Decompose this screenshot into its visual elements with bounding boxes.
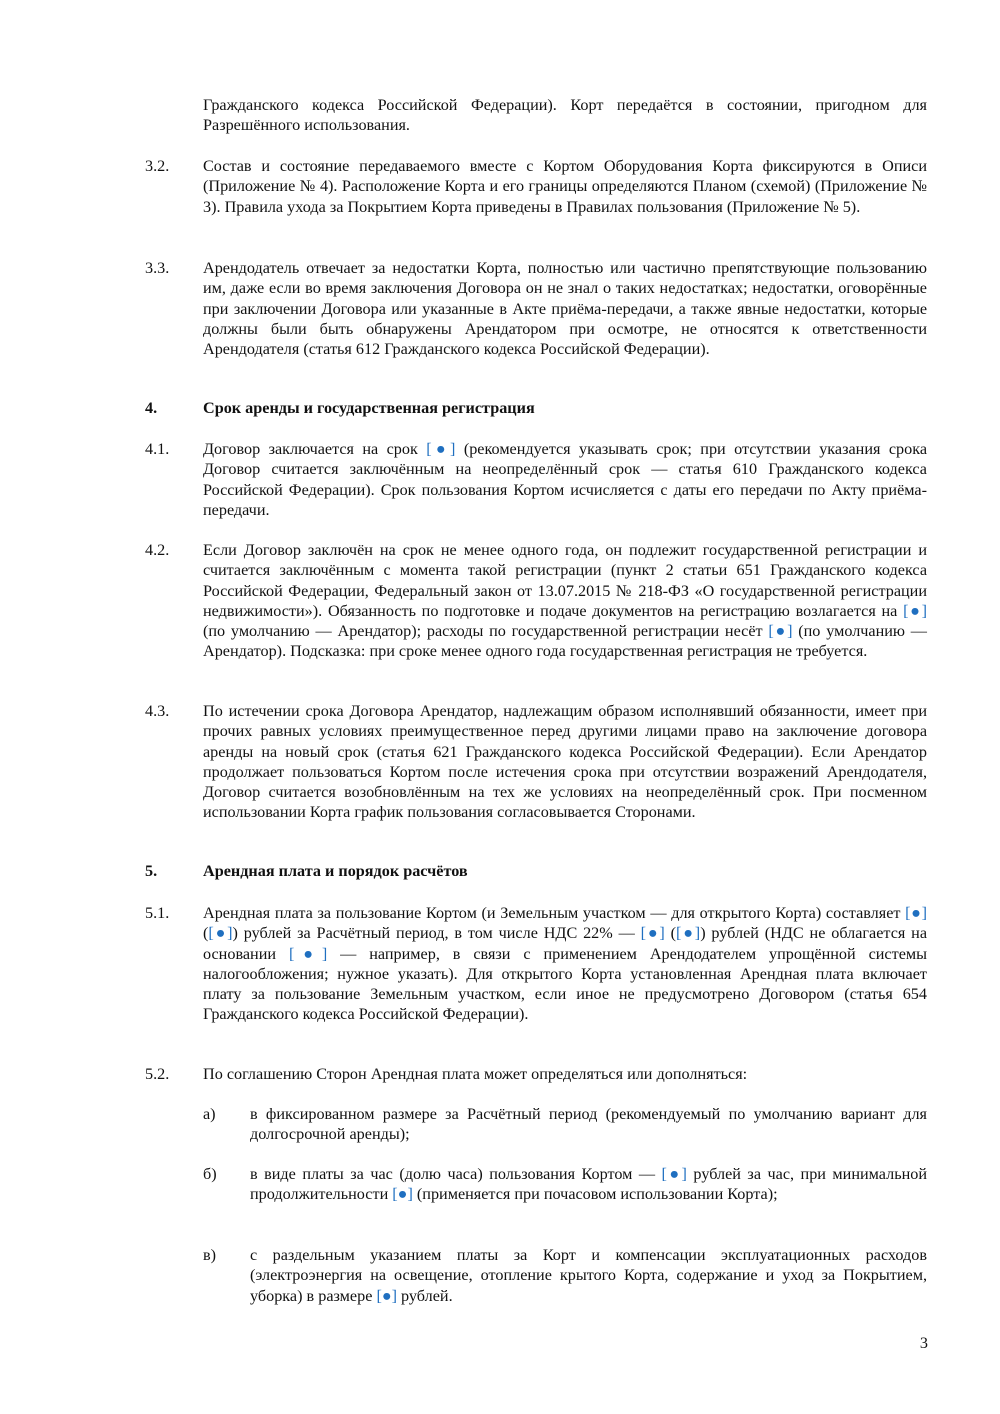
clause-5-2 — [145, 1064, 927, 1084]
clause-text: По соглашению Сторон Арендная плата может определяться или дополняться: — [203, 1065, 748, 1083]
section-title: Срок аренды и государственная регистрация — [203, 399, 535, 417]
subitem-letter: б) — [203, 1165, 217, 1183]
clause-5-1 — [145, 903, 927, 1025]
placeholder-field[interactable]: [●] — [661, 1165, 687, 1183]
subitem-letter: в) — [203, 1246, 217, 1264]
placeholder-field[interactable]: [●] — [903, 601, 927, 620]
placeholder-field[interactable]: [●] — [640, 924, 665, 943]
clause-4-1 — [145, 439, 927, 520]
clause-number: 5.2. — [145, 1065, 170, 1083]
subitem-letter: а) — [203, 1105, 216, 1123]
placeholder-field[interactable]: [●] — [376, 1286, 397, 1305]
subitem-text: в виде платы за час (долю часа) пользования Кортом — [●] рублей за час, при минимальной продолжительности [●] (применяется при почасовом использовании Корта); — [250, 1165, 928, 1204]
section-number: 5. — [145, 862, 158, 880]
placeholder-field[interactable]: [●] — [208, 924, 233, 943]
continued-paragraph: Гражданского кодекса Российской Федерации). Корт передаётся в состоянии, пригодном для Разрешённого использования. — [203, 96, 927, 135]
page-number: 3 — [919, 1334, 928, 1352]
placeholder-field[interactable]: [●] — [426, 440, 456, 458]
clause-number: 4.2. — [145, 541, 170, 559]
clause-number: 4.1. — [145, 440, 170, 458]
placeholder-field[interactable]: [●] — [392, 1185, 413, 1204]
clause-3-2 — [145, 156, 927, 217]
clause-text: Договор заключается на срок [●] (рекомендуется указывать срок; при отсутствии указания срока Договор считается заключённым на неопределённый срок — статья 610 Гражданского кодекса Российской Федерации). Срок пользования Кортом исчисляется с даты его передачи по Акту приёма-передачи. — [203, 440, 928, 519]
subitem-v — [203, 1245, 927, 1306]
clause-number: 3.2. — [145, 157, 170, 175]
clause-text: Арендодатель отвечает за недостатки Корта, полностью или частично препятствующие пользованию им, даже если во время заключения Договора он не знал о таких недостатках; недостатки, оговорённые при заключении Договора или указанные в Акте приёма-передачи, а также явные недостатки, которые должны были быть обнаружены Арендатором при осмотре, не относятся к ответственности Арендодателя (статья 612 Гражданского кодекса Российской Федерации). — [203, 259, 927, 359]
section-4-heading — [145, 398, 927, 418]
clause-4-3 — [145, 701, 927, 823]
clause-3-3 — [145, 258, 927, 359]
subitem-b — [203, 1164, 927, 1205]
section-number: 4. — [145, 399, 158, 417]
clause-number: 3.3. — [145, 259, 170, 277]
clause-text: По истечении срока Договора Арендатор, надлежащим образом исполнявший обязанности, имеет при прочих равных условиях преимущественное перед другими лицами право на заключение договора аренды на новый срок (статья 621 Гражданского кодекса Российской Федерации). Если Арендатор продолжает пользоваться Кортом после истечения срока при отсутствии возражений Арендодателя, Договор считается возобновлённым на тех же условиях на неопределённый срок. При посменном использовании Корта график пользования согласовывается Сторонами. — [203, 702, 927, 822]
clause-text: Состав и состояние передаваемого вместе с Кортом Оборудования Корта фиксируются в Описи (Приложение № 4). Расположение Корта и его границы определяются Планом (схемой) (Приложение № 3). Правила ухода за Покрытием Корта приведены в Правилах пользования (Приложение № 5). — [203, 157, 927, 216]
placeholder-field[interactable]: [●] — [676, 924, 701, 943]
clause-number: 4.3. — [145, 702, 170, 720]
placeholder-field[interactable]: [●] — [288, 944, 328, 963]
section-title: Арендная плата и порядок расчётов — [203, 862, 468, 880]
subitem-a — [203, 1104, 927, 1145]
clause-text: Арендная плата за пользование Кортом (и Земельным участком — для открытого Корта) составляет [●] ([●]) рублей за Расчётный период, в том числе НДС 22% — [●] ([●]) рублей (НДС не облагается на основании [●] — например, в связи с применением Арендодателем упрощённой системы налогообложения; нужное указать). Для открытого Корта установленная Арендная плата включает плату за пользование Земельным участком, если иное не предусмотрено Договором (статья 654 Гражданского кодекса Российской Федерации). — [203, 904, 928, 1024]
subitem-text: в фиксированном размере за Расчётный период (рекомендуемый по умолчанию вариант для долгосрочной аренды); — [250, 1105, 927, 1144]
subitem-text: с раздельным указанием платы за Корт и компенсации эксплуатационных расходов (электроэнергия на освещение, отопление крытого Корта, содержание и уход за Покрытием, уборка) в размере [●] рублей. — [250, 1246, 927, 1305]
placeholder-field[interactable]: [●] — [768, 622, 793, 641]
clause-text: Если Договор заключён на срок не менее одного года, он подлежит государственной регистрации и считается заключённым с момента такой регистрации (пункт 2 статьи 651 Гражданского кодекса Российской Федерации, Федеральный закон от 13.07.2015 № 218-ФЗ «О государственной регистрации недвижимости»). Обязанность по подготовке и подаче документов на регистрацию возлагается на [●] (по умолчанию — Арендатор); расходы по государственной регистрации несёт [●] (по умолчанию — Арендатор). Подсказка: при сроке менее одного года государственная регистрация не требуется. — [203, 541, 927, 661]
placeholder-field[interactable]: [●] — [905, 904, 927, 922]
clause-number: 5.1. — [145, 904, 170, 922]
clause-4-2 — [145, 540, 927, 662]
section-5-heading — [145, 861, 927, 881]
